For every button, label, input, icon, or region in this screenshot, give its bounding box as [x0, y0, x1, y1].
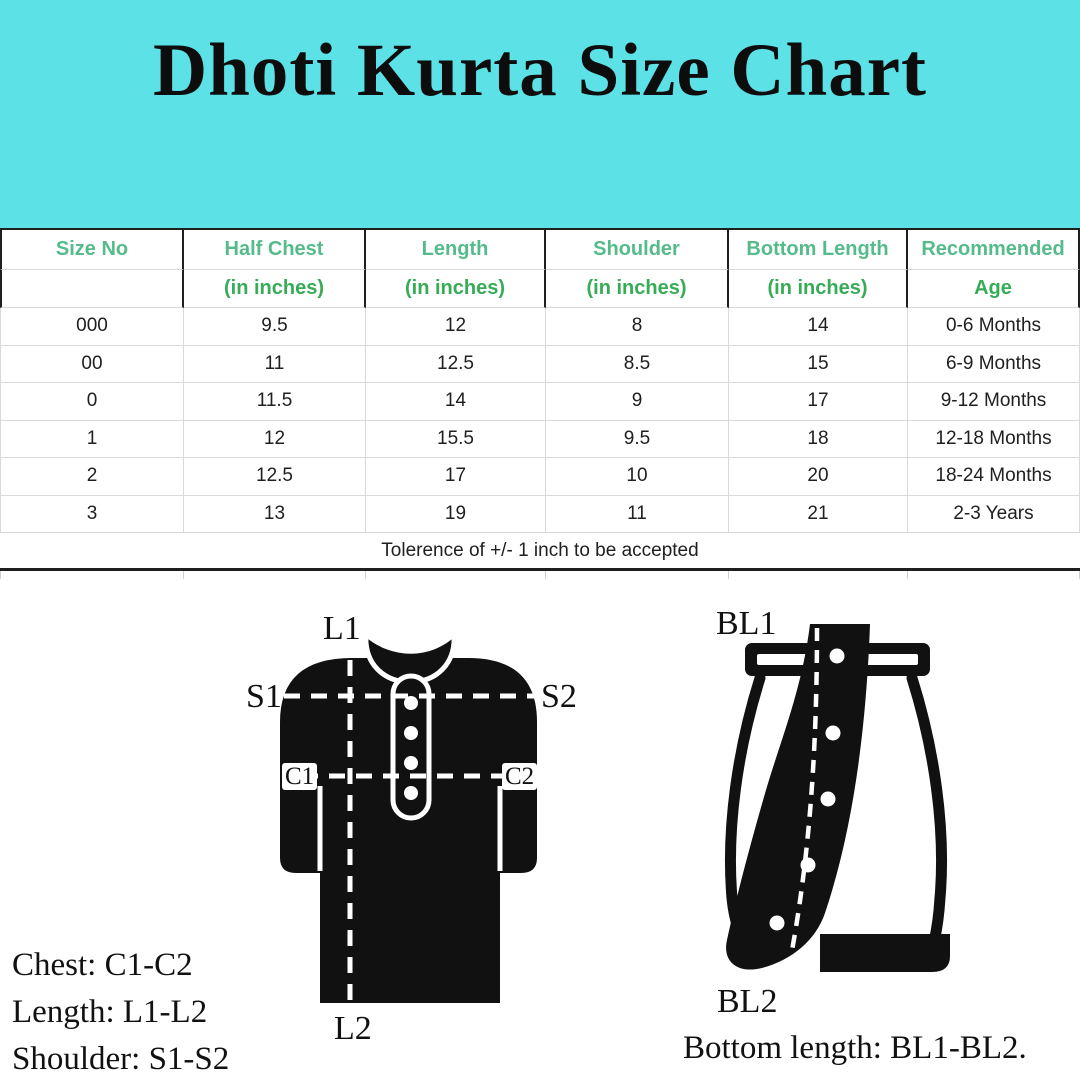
table-cell: 2	[0, 458, 184, 496]
table-cell: 3	[0, 496, 184, 534]
table-cell: 12.5	[366, 346, 546, 384]
column-subheader: (in inches)	[729, 270, 908, 308]
kurta-diagram	[240, 600, 600, 1070]
table-cell: 0	[0, 383, 184, 421]
page-title: Dhoti Kurta Size Chart	[152, 29, 927, 112]
column-header-recommended: Recommended	[908, 230, 1080, 270]
table-cell: 21	[729, 496, 908, 534]
table-cell: 20	[729, 458, 908, 496]
table-cell: 12-18 Months	[908, 421, 1080, 459]
column-subheader: (in inches)	[546, 270, 729, 308]
table-cell: 12.5	[184, 458, 366, 496]
table-cell: 18-24 Months	[908, 458, 1080, 496]
sash-dot	[830, 649, 845, 664]
table-cell: 9.5	[184, 308, 366, 346]
button	[404, 786, 418, 800]
table-cell: 1	[0, 421, 184, 459]
measurement-legend	[12, 942, 229, 1080]
column-header-half-chest: Half Chest	[184, 230, 366, 270]
table-cell: 17	[729, 383, 908, 421]
table-cell: 8	[546, 308, 729, 346]
table-cell: 2-3 Years	[908, 496, 1080, 534]
label-bl1: BL1	[716, 605, 777, 642]
button	[404, 726, 418, 740]
kurta-silhouette-icon	[240, 600, 600, 1060]
table-cell: 12	[184, 421, 366, 459]
column-subheader: (in inches)	[366, 270, 546, 308]
button	[404, 756, 418, 770]
legend-shoulder: Shoulder: S1-S2	[12, 1041, 230, 1077]
size-table	[0, 228, 1080, 571]
table-cell: 6-9 Months	[908, 346, 1080, 384]
sash-dot	[821, 792, 836, 807]
label-s2: S2	[541, 678, 577, 715]
label-c2: C2	[502, 763, 537, 790]
tolerance-note: Tolerence of +/- 1 inch to be accepted	[381, 539, 699, 561]
label-l1: L1	[323, 610, 361, 647]
gridline-stubs	[0, 571, 1080, 579]
table-cell: 13	[184, 496, 366, 534]
legend-chest: Chest: C1-C2	[12, 947, 193, 983]
sash-dot	[770, 916, 785, 931]
label-bl2: BL2	[717, 983, 778, 1020]
column-header-bottom-length: Bottom Length	[729, 230, 908, 270]
table-cell: 12	[366, 308, 546, 346]
legend-length: Length: L1-L2	[12, 994, 208, 1030]
table-cell: 00	[0, 346, 184, 384]
table-cell: 19	[366, 496, 546, 534]
table-cell: 9.5	[546, 421, 729, 459]
table-cell: 8.5	[546, 346, 729, 384]
table-cell: 11	[184, 346, 366, 384]
label-s1: S1	[246, 678, 282, 715]
hem-bar	[820, 934, 950, 972]
table-cell: 11.5	[184, 383, 366, 421]
column-subheader: Age	[908, 270, 1080, 308]
table-cell: 14	[729, 308, 908, 346]
table-cell: 17	[366, 458, 546, 496]
column-header-length: Length	[366, 230, 546, 270]
table-cell: 11	[546, 496, 729, 534]
table-cell: 15	[729, 346, 908, 384]
table-cell: 15.5	[366, 421, 546, 459]
table-cell: 000	[0, 308, 184, 346]
sash-dot	[801, 858, 816, 873]
page-header	[0, 0, 1080, 228]
table-cell: 0-6 Months	[908, 308, 1080, 346]
label-c1: C1	[282, 763, 317, 790]
table-cell: 10	[546, 458, 729, 496]
table-cell: 14	[366, 383, 546, 421]
column-subheader	[0, 270, 184, 308]
table-cell: 9-12 Months	[908, 383, 1080, 421]
dhoti-diagram	[660, 598, 1080, 1078]
legend-bottom-length: Bottom length: BL1-BL2.	[683, 1030, 1027, 1066]
dhoti-right-outline	[912, 678, 942, 942]
sash-dot	[826, 726, 841, 741]
column-subheader: (in inches)	[184, 270, 366, 308]
column-header-size-no: Size No	[0, 230, 184, 270]
table-cell: 18	[729, 421, 908, 459]
table-cell: 9	[546, 383, 729, 421]
label-l2: L2	[334, 1010, 372, 1047]
column-header-shoulder: Shoulder	[546, 230, 729, 270]
dhoti-silhouette-icon	[660, 598, 1080, 1018]
